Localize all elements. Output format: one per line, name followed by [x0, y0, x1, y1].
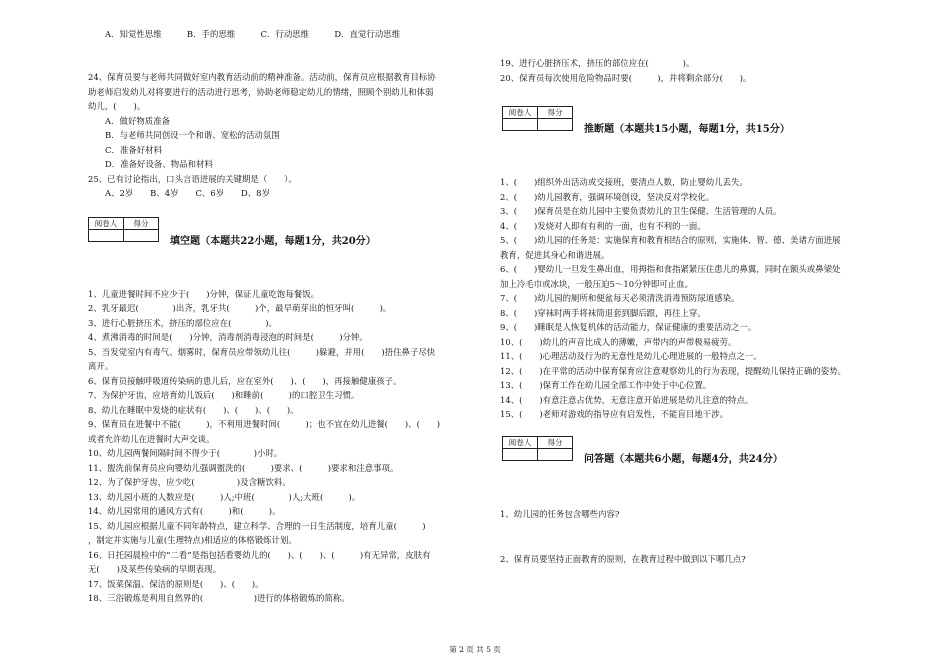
score-cell-label: 得分 — [538, 437, 573, 449]
score-cell-label: 得分 — [538, 107, 573, 119]
fill-q8: 8、幼儿在睡眠中发烧的症状有( )、( )、( )。 — [88, 405, 299, 415]
fill-q7: 7、为保护牙齿，应培育幼儿饭后( )和睡前( )的口腔卫生习惯。 — [88, 390, 360, 400]
fill-q11: 11、盥洗前保育员应向婴幼儿强调盥洗的( )要求、( )要求和注意事项。 — [88, 463, 399, 473]
fill-q5: 5、当发觉室内有毒气、烟雾时，保育员应带领幼儿往( )躲避，并用( )捂住鼻子尽快 — [88, 347, 436, 357]
judge-q6: 6、( )婴幼儿一旦发生鼻出血，用拇指和食指紧紧压住患儿的鼻翼，同时在额头或鼻梁处 — [500, 264, 841, 274]
score-box — [88, 217, 159, 242]
score-cell-label: 得分 — [124, 218, 159, 230]
judge-q1: 1、( )组织外出活动或交接班，要清点人数，防止婴幼儿丢失。 — [500, 177, 748, 187]
fill-q18: 18、三浴锻炼是利用自然界的( )进行的体格锻炼的简称。 — [88, 593, 350, 603]
judge-q7: 7、( )幼儿园的厕所和便盆每天必须清洗消毒预防尿道感染。 — [500, 293, 740, 303]
score-box-qa — [502, 436, 573, 461]
score-box-judge — [502, 106, 573, 131]
fill-q3: 3、进行心脏挤压术，挤压的部位应在( )。 — [88, 318, 277, 328]
q23-options: A．知觉性思维 B．手的思维 C．行动思维 D．直觉行动思维 — [105, 29, 401, 39]
reviewer-cell: 阅卷人 — [503, 437, 538, 449]
qa-q1: 1、幼儿园的任务包含哪些内容? — [500, 509, 620, 519]
judge-q9: 9、( )睡眠是人恢复机体的活动能力，保证健康的重要活动之一。 — [500, 322, 757, 332]
judge-q2: 2、( )幼儿园教育，强调环境创设，坚决反对学校化。 — [500, 192, 715, 202]
judge-q6-cont: 加上冷毛巾或冰块，一般压迫5～10分钟即可止血。 — [500, 279, 694, 289]
reviewer-blank — [503, 449, 538, 461]
judge-q8: 8、( )穿袜时两手将袜筒退套到脚后跟，再往上穿。 — [500, 308, 706, 318]
q24-option-a: A．做好物质准备 — [105, 116, 171, 126]
fill-q12: 12、为了保护牙齿，应少吃( )及含糖饮料。 — [88, 477, 291, 487]
fill-q4: 4、煮沸消毒的时间是( )分钟，消毒剂消毒浸泡的时间是( )分钟。 — [88, 332, 368, 342]
q24-line-2: 助老师启发幼儿对将要进行的活动进行思考，协助老师稳定幼儿的情绪，照顾个别幼儿和体弱 — [88, 87, 434, 97]
reviewer-blank — [89, 230, 124, 242]
fill-q15: 15、幼儿园应根据儿童不同年龄特点，建立科学、合理的一日生活制度，培育儿童( ) — [88, 521, 426, 531]
fill-q16-cont: 无( )及某些传染病的早期表现。 — [88, 564, 222, 574]
fill-q17: 17、饭菜保温、保洁的原则是( )、( )。 — [88, 579, 264, 589]
reviewer-cell: 阅卷人 — [503, 107, 538, 119]
fill-q1: 1、儿童进餐时间不应少于( )分钟，保证儿童吃饱每餐饭。 — [88, 289, 320, 299]
fill-q19: 19、进行心脏挤压术，挤压的部位应在( )。 — [500, 58, 695, 68]
q25-options: A、2岁 B、4岁 C、6岁 D、8岁 — [105, 188, 270, 198]
fill-q9-cont: 或者允许幼儿在进餐时大声交谈。 — [88, 434, 215, 444]
judge-q13: 13、( )保育工作在幼儿园全部工作中处于中心位置。 — [500, 380, 712, 390]
judge-q15: 15、( )老师对游戏的指导应有启发性，不能盲目地干涉。 — [500, 409, 729, 419]
fill-q6: 6、保育员接触呼吸道传染病的患儿后，应在室外( )、( )，再接触健康孩子。 — [88, 376, 402, 386]
score-blank — [538, 449, 573, 461]
q24-line-3: 幼儿，( )。 — [88, 101, 146, 111]
judge-q14: 14、( )有意注意占优势，无意注意开始进展是幼儿注意的特点。 — [500, 395, 754, 405]
judge-q4: 4、( )发烧对人即有有利的一面，也有不利的一面。 — [500, 221, 706, 231]
fill-q14: 14、幼儿园常用的通风方式有( )和( )。 — [88, 506, 281, 516]
judge-q3: 3、( )保育员是在幼儿园中主要负责幼儿的卫生保健、生活管理的人员。 — [500, 206, 782, 216]
judge-q11: 11、( )心理活动及行为的无意性是幼儿心理进展的一般特点之一。 — [500, 351, 762, 361]
reviewer-blank — [503, 119, 538, 131]
q24-option-c: C．准备好材料 — [105, 145, 163, 155]
q25: 25、已有讨论指出，口头言语进展的关键期是（ ）。 — [88, 174, 297, 184]
page-footer: 第 2 页 共 5 页 — [449, 645, 501, 654]
section-title-judge: 推断题（本题共15小题，每题1分，共15分） — [584, 124, 790, 135]
fill-q16: 16、日托园晨检中的“二看”是指包括看婴幼儿的( )、( )、( )有无异常，皮肤有 — [88, 550, 431, 560]
judge-q12: 12、( )在平常的活动中保育保育应注意观察幼儿的行为表现，提醒幼儿保持正确的姿势。 — [500, 366, 846, 376]
reviewer-cell: 阅卷人 — [89, 218, 124, 230]
fill-q20: 20、保育员每次使用危险物品时要( )，并将剩余部分( )。 — [500, 73, 752, 83]
score-blank — [538, 119, 573, 131]
score-blank — [124, 230, 159, 242]
judge-q5-cont: 教育，促进其身心和谐进展。 — [500, 250, 610, 260]
qa-q2: 2、保育员要坚持正面教育的原则，在教育过程中做到以下哪几点? — [500, 554, 746, 564]
fill-q10: 10、幼儿园两餐间隔时间不得少于( )小时。 — [88, 448, 283, 458]
judge-q5: 5、( )幼儿园的任务是：实施保育和教育相结合的原则，实施体、智、德、美诸方面进展 — [500, 235, 841, 245]
q24-option-b: B．与老师共同创设一个和谐、宽松的活动氛围 — [105, 130, 280, 140]
fill-q13: 13、幼儿园小班的人数应是( )人;中班( )人;大班( )。 — [88, 492, 361, 502]
fill-q15-cont: ，制定并实施与儿童(生理特点)相适应的体格锻炼计划。 — [88, 535, 297, 545]
section-title-fill: 填空题（本题共22小题，每题1分，共20分） — [170, 236, 376, 247]
q24-line-1: 24、保育员要与老师共同做好室内教育活动前的精神准备。活动前，保育员应根据教育目标协 — [88, 72, 436, 82]
section-title-qa: 问答题（本题共6小题，每题4分，共24分） — [584, 454, 783, 465]
fill-q2: 2、乳牙最迟( )出齐，乳牙共( )个，最早萌芽出的恒牙叫( )。 — [88, 303, 392, 313]
fill-q5-cont: 离开。 — [88, 361, 114, 371]
judge-q10: 10、( )幼儿的声音比成人的薄嫩，声带内的声带极易疲劳。 — [500, 337, 737, 347]
fill-q9: 9、保育员在进餐中不能( )，不利用进餐时间( )；也不宜在幼儿进餐( )、( ) — [88, 419, 441, 429]
q24-option-d: D．准备好设备、物品和材料 — [105, 159, 213, 169]
